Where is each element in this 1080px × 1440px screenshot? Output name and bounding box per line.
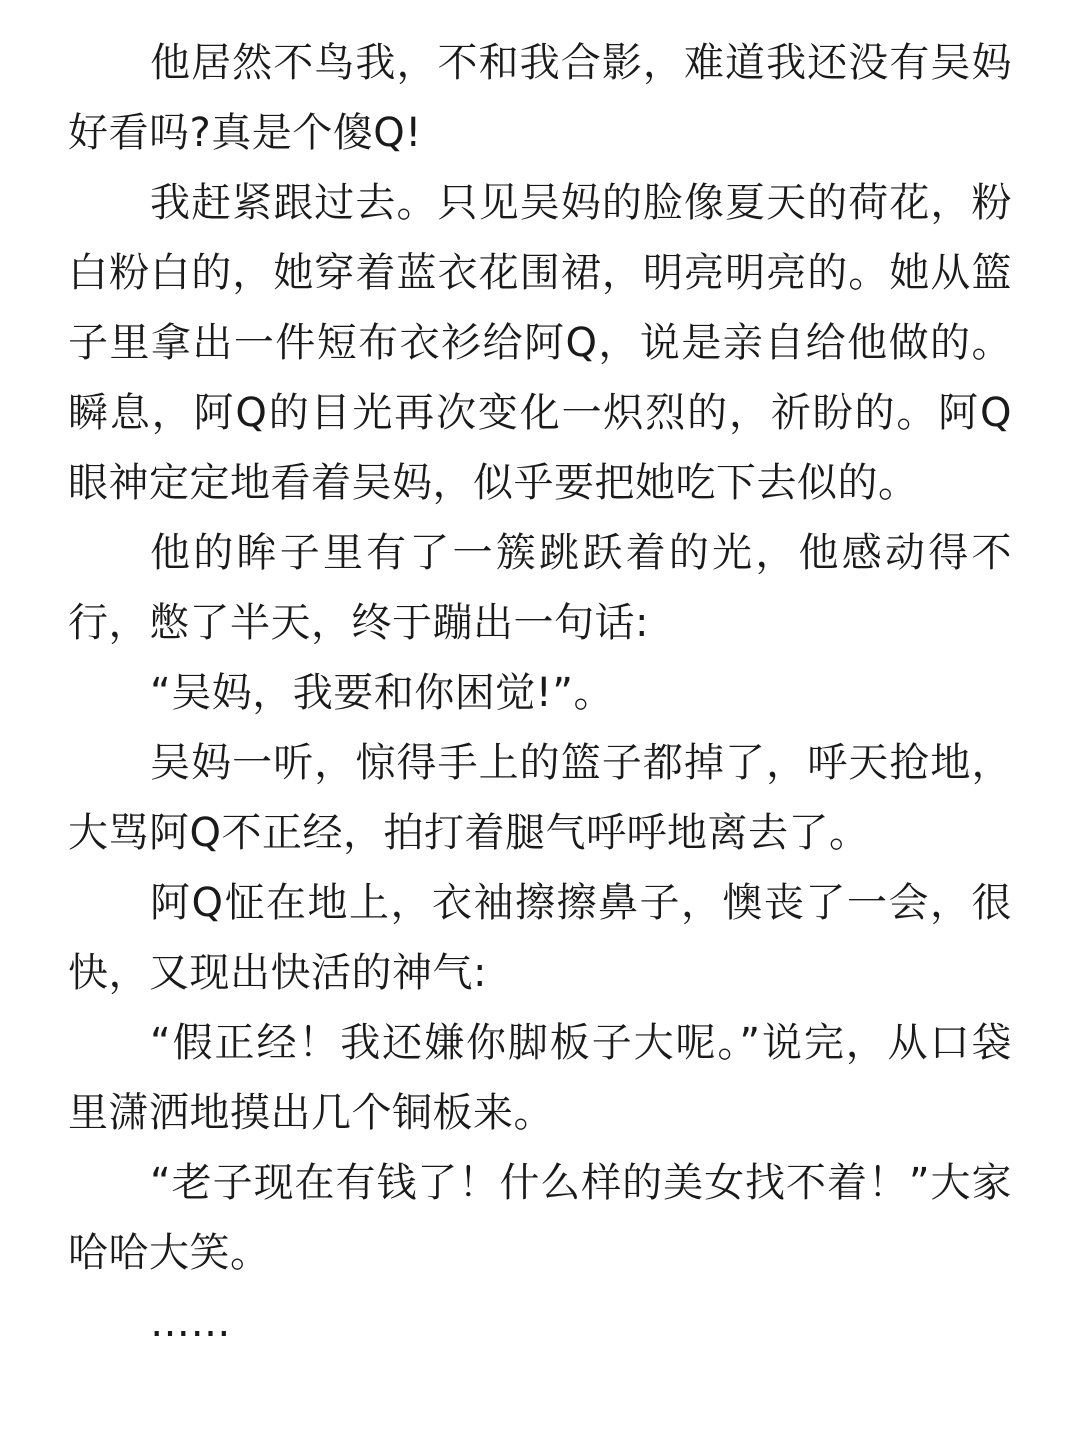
paragraph: “假正经！我还嫌你脚板子大呢。”说完，从口袋里潇洒地摸出几个铜板来。	[68, 1020, 1012, 1136]
paragraph: “吴妈，我要和你困觉!”。	[150, 670, 614, 716]
paragraph: 阿Q怔在地上，衣袖擦擦鼻子，懊丧了一会，很快，又现出快活的神气:	[68, 880, 1012, 996]
ellipsis-paragraph: ……	[150, 1300, 231, 1346]
paragraph: 他的眸子里有了一簇跳跃着的光，他感动得不行，憋了半天，终于蹦出一句话:	[68, 530, 1012, 646]
paragraph: 我赶紧跟过去。只见吴妈的脸像夏天的荷花，粉白粉白的，她穿着蓝衣花围裙，明亮明亮的。她从篮子里拿出一件短布衣衫给阿Q，说是亲自给他做的。瞬息，阿Q的目光再次变化一炽烈的，祈盼的。阿Q眼神定定地看着吴妈，似乎要把她吃下去似的。	[68, 180, 1012, 506]
document-body	[68, 28, 1012, 1358]
paragraph: 他居然不鸟我，不和我合影，难道我还没有吴妈好看吗?真是个傻Q!	[68, 40, 1012, 156]
paragraph: “老子现在有钱了！什么样的美女找不着！”大家哈哈大笑。	[68, 1160, 1012, 1276]
paragraph: 吴妈一听，惊得手上的篮子都掉了，呼天抢地，大骂阿Q不正经，拍打着腿气呼呼地离去了。	[68, 740, 1012, 856]
